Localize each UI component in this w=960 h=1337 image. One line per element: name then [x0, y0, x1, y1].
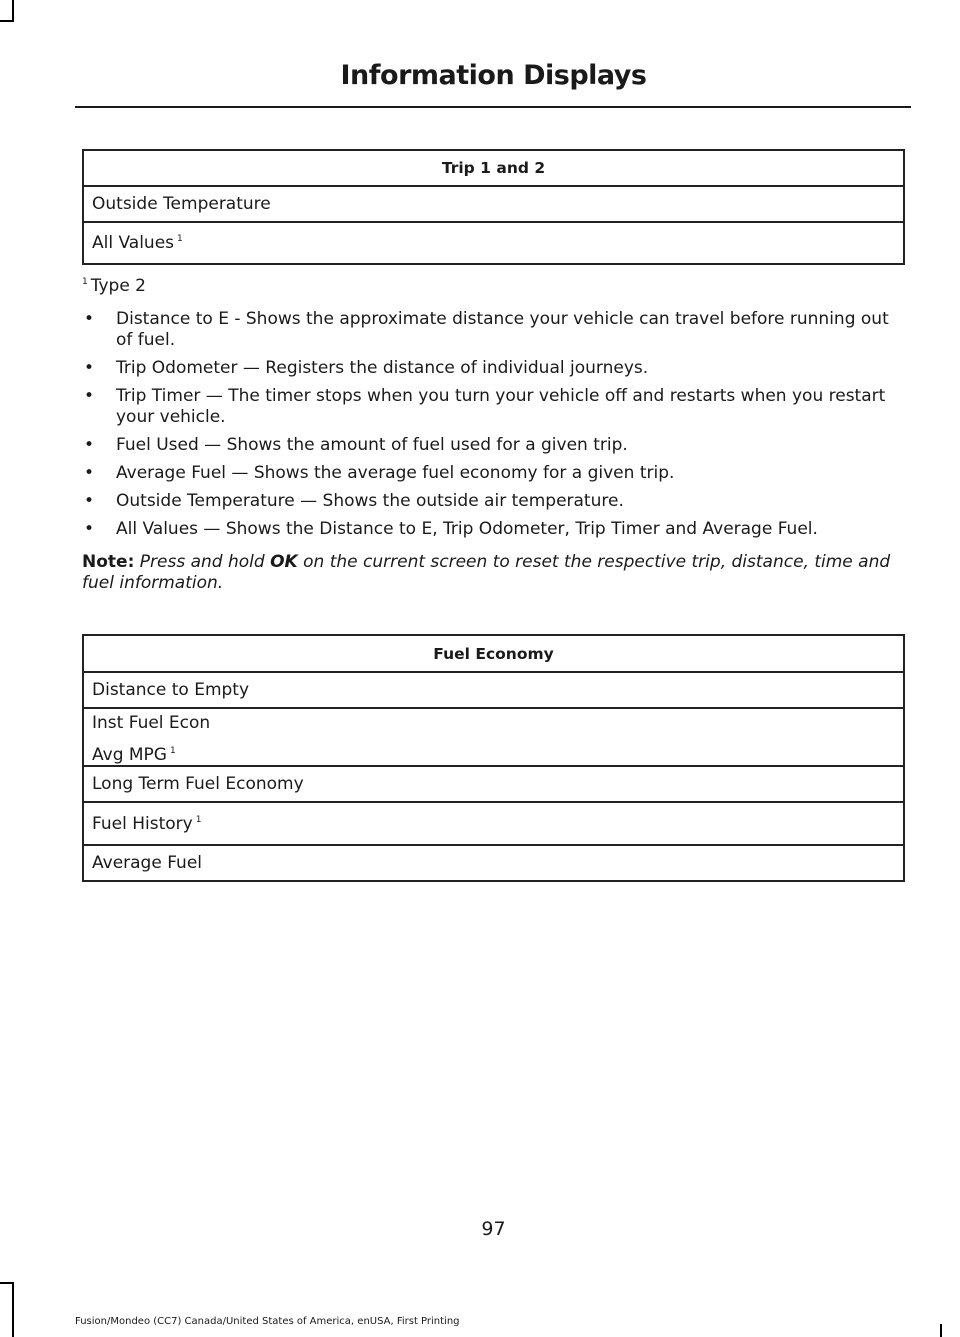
page-header-title: Information Displays	[340, 60, 647, 91]
footnote	[82, 276, 146, 296]
crop-mark	[0, 1282, 14, 1284]
list-item: • Average Fuel — Shows the average fuel economy for a given trip.	[82, 463, 908, 484]
table-cell	[83, 222, 904, 264]
list-item: • Trip Timer — The timer stops when you turn your vehicle off and restarts when you restart your vehicle.	[82, 386, 908, 428]
crop-mark	[940, 1324, 942, 1337]
trip-table-heading: Trip 1 and 2	[83, 150, 904, 186]
note-paragraph	[82, 552, 908, 594]
crop-mark	[12, 0, 14, 22]
list-item: • Outside Temperature — Shows the outside air temperature.	[82, 491, 908, 512]
list-item: • All Values — Shows the Distance to E, Trip Odometer, Trip Timer and Average Fuel.	[82, 519, 908, 540]
table-cell	[83, 802, 904, 845]
footnote-ref: 1	[177, 234, 183, 244]
table-row	[83, 845, 904, 881]
footnote-text: Type 2	[90, 276, 147, 296]
list-item: • Trip Odometer — Registers the distance of individual journeys.	[82, 358, 908, 379]
row-label: Avg MPG	[92, 745, 167, 765]
table-cell	[83, 186, 904, 222]
table-cell	[83, 766, 904, 802]
table-row	[83, 672, 904, 708]
page-number: 97	[481, 1218, 506, 1240]
footnote-ref: 1	[195, 814, 202, 825]
table-row	[83, 802, 904, 845]
note-text-after: on the current screen to reset the respective trip, distance, time and fuel information.	[82, 552, 891, 593]
row-label-line-2	[92, 737, 895, 765]
row-label: Distance to Empty	[92, 680, 250, 700]
fuel-table-heading: Fuel Economy	[83, 635, 904, 672]
note-text-before: Press and hold	[139, 552, 265, 572]
fuel-economy-table	[82, 634, 905, 882]
row-label: Fuel History	[92, 813, 193, 834]
note-label: Note:	[82, 552, 135, 572]
row-label: Outside Temperature	[92, 194, 271, 214]
trip-table	[82, 149, 905, 265]
table-row	[83, 708, 904, 766]
table-cell	[83, 845, 904, 881]
row-label: Inst Fuel Econ	[92, 713, 211, 733]
row-label: Long Term Fuel Economy	[92, 774, 304, 794]
table-row	[83, 222, 904, 264]
table-row	[83, 186, 904, 222]
crop-mark	[0, 20, 14, 22]
row-label: All Values	[92, 233, 175, 253]
table-cell	[83, 708, 904, 766]
footer-text: Fusion/Mondeo (CC7) Canada/United States of America, enUSA, First Printing	[75, 1316, 460, 1327]
table-row	[83, 766, 904, 802]
list-item: • Distance to E - Shows the approximate distance your vehicle can travel before running out of fuel.	[82, 309, 908, 351]
footnote-mark: 1	[82, 277, 88, 287]
ok-button-reference: OK	[270, 552, 298, 572]
crop-mark	[12, 1282, 14, 1337]
list-item: • Fuel Used — Shows the amount of fuel used for a given trip.	[82, 435, 908, 456]
header-divider	[75, 106, 911, 108]
row-label: Average Fuel	[92, 853, 203, 873]
footnote-ref: 1	[169, 746, 176, 756]
table-cell	[83, 672, 904, 708]
bullet-list	[82, 309, 908, 547]
